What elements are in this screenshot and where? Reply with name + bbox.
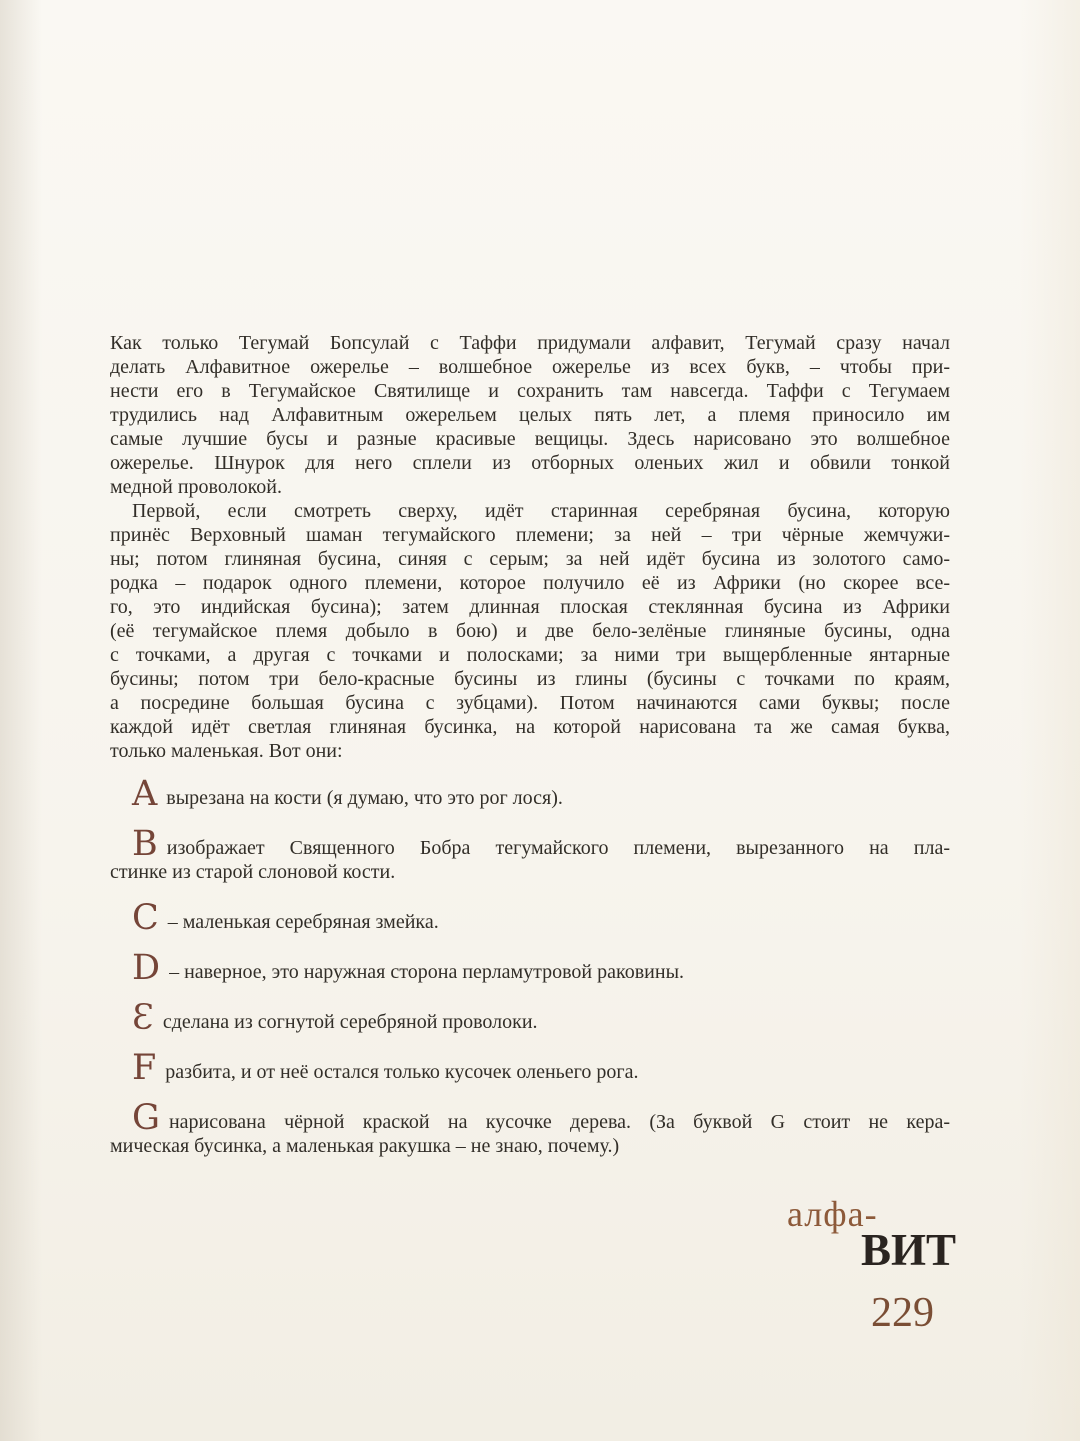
text-block [110,331,950,1158]
body-line: каждой идёт светлая глиняная бусинка, на которой нарисована та же самая буква, [110,716,950,738]
body-line: го, это индийская бусина); затем длинная плоская стеклянная бусина из Африки [110,596,950,618]
body-line: только маленькая. Вот они: [110,740,343,762]
body-line: ожерелье. Шнурок для него сплели из отборных оленьих жил и обвили тонкой [110,452,950,474]
body-line: а посредине большая бусина с зубцами). Потом начинаются сами буквы; после [110,692,950,714]
alphabet-item-text: сделана из согнутой серебряной проволоки. [162,1011,538,1033]
alphabet-item-a [110,774,950,814]
body-line: (её тегумайское племя добыло в бою) и две бело-зелёные глиняные бусины, одна [110,620,950,642]
body-line: Как только Тегумай Бопсулай с Таффи придумали алфавит, Тегумай сразу начал [110,332,950,354]
page-number: 229 [871,1290,934,1336]
body-line: бусины; потом три бело-красные бусины из глины (бусины с точками по краям, [110,668,950,690]
alphabet-item-f [110,1048,950,1088]
paragraph-1 [110,331,950,499]
body-line [110,824,950,864]
body-line [110,898,950,938]
alphabet-item-text: нарисована чёрной краской на кусочке дерева. (За буквой G стоит не кера- [168,1111,950,1133]
alphabet-letter-e: Ɛ [132,998,154,1038]
body-line: родка – подарок одного племени, которое получило её из Африки (но скорее все- [110,572,950,594]
body-line: Первой, если смотреть сверху, идёт старинная серебряная бусина, которую [132,500,950,522]
alphabet-item-b [110,824,950,884]
paragraph-2 [110,499,950,763]
alphabet-item-g [110,1098,950,1158]
alphabet-letter-g: G [132,1098,160,1138]
alphabet-item-text: изображает Священного Бобра тегумайского племени, вырезанного на пла- [166,837,950,859]
body-line: ны; потом глиняная бусина, синяя с серым; за ней идёт бусина из золотого само- [110,548,950,570]
body-line: медной проволокой. [110,476,282,498]
body-line [110,1098,950,1138]
body-line: с точками, а другая с точками и полосками; за ними три выщербленные янтарные [110,644,950,666]
running-title-bottom: ВИТ [861,1225,957,1275]
body-line [110,774,950,814]
body-line: стинке из старой слоновой кости. [110,861,396,883]
alphabet-item-text: вырезана на кости (я думаю, что это рог лося). [166,787,563,809]
alphabet-letter-d: D [132,948,161,988]
body-line [110,948,950,988]
alphabet-letter-a: A [132,774,158,814]
alphabet-item-text: разбита, и от неё остался только кусочек оленьего рога. [165,1061,639,1083]
running-title-top: алфа- [787,1194,878,1234]
alphabet-list [110,774,950,1158]
alphabet-item-e [110,998,950,1038]
body-line: самые лучшие бусы и разные красивые вещицы. Здесь нарисовано это волшебное [110,428,950,450]
alphabet-item-c [110,898,950,938]
body-line [110,998,950,1038]
alphabet-item-d [110,948,950,988]
body-line: делать Алфавитное ожерелье – волшебное ожерелье из всех букв, – чтобы при- [110,356,950,378]
body-line: нести его в Тегумайское Святилище и сохранить там навсегда. Таффи с Тегумаем [110,380,950,402]
body-line [110,1048,950,1088]
body-line: мическая бусинка, а маленькая ракушка – не знаю, почему.) [110,1135,620,1157]
alphabet-letter-b: B [132,824,158,864]
alphabet-item-text: – наверное, это наружная сторона перламутровой раковины. [169,961,685,983]
alphabet-letter-f: F [132,1048,157,1088]
alphabet-letter-c: C [132,898,159,938]
alphabet-item-text: – маленькая серебряная змейка. [167,911,439,933]
body-line: принёс Верховный шаман тегумайского племени; за ней – три чёрные жемчужи- [110,524,950,546]
body-line: трудились над Алфавитным ожерельем целых пять лет, а племя приносило им [110,404,950,426]
